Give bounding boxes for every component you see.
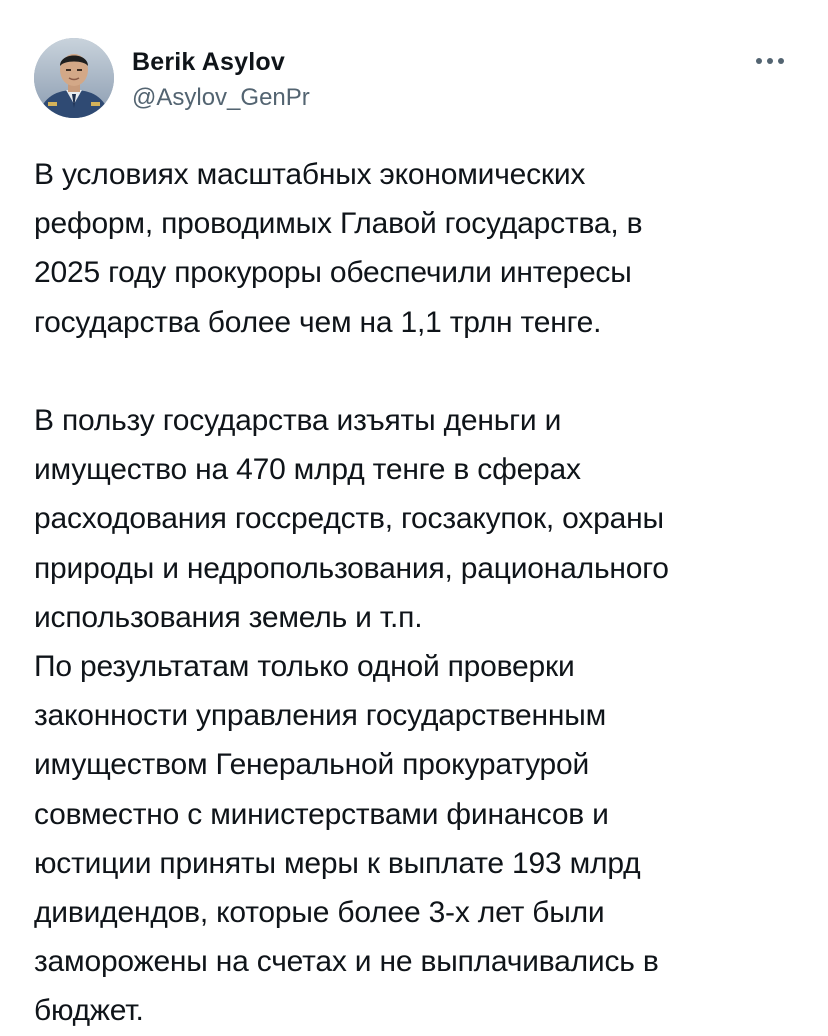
paragraph-gap [34, 347, 804, 396]
tweet-line: заморожены на счетах и не выплачивались в [34, 945, 659, 979]
tweet-line: дивидендов, которые более 3-х лет были [34, 896, 605, 930]
tweet-line: По результатам только одной проверки [34, 650, 575, 684]
tweet-line: имуществом Генеральной прокуратурой [34, 748, 590, 782]
avatar[interactable] [34, 38, 114, 118]
author-name[interactable]: Berik Asylov [132, 48, 285, 76]
tweet-line: 2025 году прокуроры обеспечили интересы [34, 256, 632, 290]
tweet-line: государства более чем на 1,1 трлн тенге. [34, 305, 602, 339]
more-horizontal-icon [755, 57, 785, 65]
tweet-line: расходования госсредств, госзакупок, охраны [34, 502, 664, 536]
user-avatar-icon [34, 38, 114, 118]
tweet-text [34, 150, 804, 1036]
tweet-line: В пользу государства изъяты деньги и [34, 404, 562, 437]
more-options-button[interactable] [750, 46, 790, 76]
tweet-line: реформ, проводимых Главой государства, в [34, 207, 643, 241]
tweet-line: В условиях масштабных экономических [34, 158, 586, 191]
author-handle[interactable]: @Asylov_GenPr [132, 84, 310, 111]
tweet-line: бюджет. [34, 994, 144, 1028]
tweet-line: природы и недропользования, рационального [34, 551, 669, 585]
tweet-line: совместно с министерствами финансов и [34, 797, 609, 831]
tweet-line: использования земель и т.п. [34, 600, 423, 634]
tweet-line: законности управления государственным [34, 699, 606, 733]
tweet-header [34, 38, 794, 120]
tweet-line: юстиции приняты меры к выплате 193 млрд [34, 846, 641, 880]
tweet-line: имущество на 470 млрд тенге в сферах [34, 453, 581, 487]
